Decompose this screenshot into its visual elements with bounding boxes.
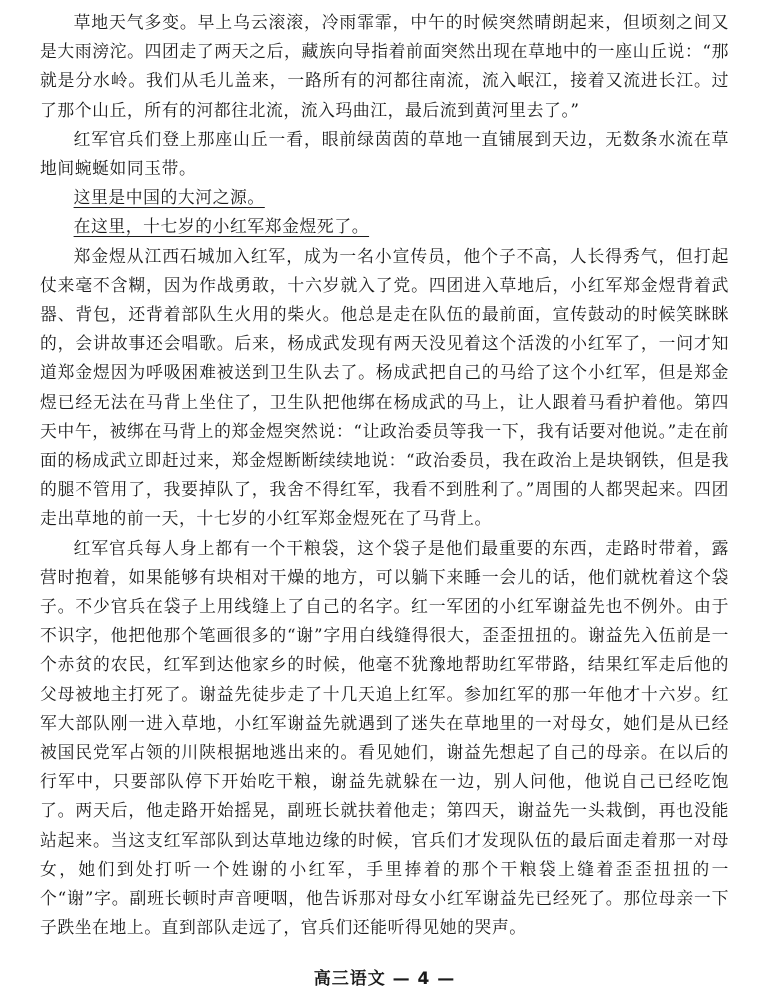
underlined-sentence-river-source: 这里是中国的大河之源。 [73, 187, 265, 208]
paragraph-xie-yixian-story: 红军官兵每人身上都有一个干粮袋，这个袋子是他们最重要的东西，走路时带着，露营时抱着，如果能够有块相对干燥的地方，可以躺下来睡一会儿的话，他们就枕着这个袋子。不少官兵在袋子上用线缝上了自己的名字。红一军团的小红军谢益先也不例外。由于不识字，他把他那个笔画很多的“谢”字用白线缝得很大，歪歪扭扭的。谢益先入伍前是一个赤贫的农民，红军到达他家乡的时候，他毫不犹豫地帮助红军带路，结果红军走后他的父母被地主打死了。谢益先徒步走了十几天追上红军。参加红军的那一年他才十六岁。红军大部队刚一进入草地，小红军谢益先就遇到了迷失在草地里的一对母女，她们是从已经被国民党军占领的川陕根据地逃出来的。看见她们，谢益先想起了自己的母亲。在以后的行军中，只要部队停下开始吃干粮，谢益先就躲在一边，别人问他，他说自己已经吃饱了。两天后，他走路开始摇晃，副班长就扶着他走；第四天，谢益先一头栽倒，再也没能站起来。当这支红军部队到达草地边缘的时候，官兵们才发现队伍的最后面走着那一对母女，她们到处打听一个姓谢的小红军，手里捧着的那个干粮袋上缝着歪歪扭扭的一个“谢”字。副班长顿时声音哽咽，他告诉那对母女小红军谢益先已经死了。那位母亲一下子跌坐在地上。直到部队走远了，官兵们还能听得见她的哭声。 [40, 537, 729, 938]
paragraph-grassland-weather: 草地天气多变。早上乌云滚滚，冷雨霏霏，中午的时候突然晴朗起来，但顷刻之间又是大雨滂沱。四团走了两天之后，藏族向导指着前面突然出现在草地中的一座山丘说：“那就是分水岭。我们从毛儿盖来，一路所有的河都往南流，流入岷江，接着又流进长江。过了那个山丘，所有的河都往北流，流入玛曲江，最后流到黄河里去了。” [40, 12, 729, 120]
underlined-sentence-zheng-death: 在这里，十七岁的小红军郑金煜死了。 [73, 216, 370, 237]
document-page [40, 8, 729, 943]
paragraph-river-source [40, 183, 729, 212]
page-footer: 高三语文 — 4 — [313, 969, 456, 989]
paragraph-zheng-death [40, 212, 729, 241]
paragraph-hilltop-view: 红军官兵们登上那座山丘一看，眼前绿茵茵的草地一直铺展到天边，无数条水流在草地间蜿蜒如同玉带。 [40, 128, 729, 179]
paragraph-zheng-jinyu-story: 郑金煜从江西石城加入红军，成为一名小宣传员，他个子不高，人长得秀气，但打起仗来毫不含糊，因为作战勇敢，十六岁就入了党。四团进入草地后，小红军郑金煜背着武器、背包，还背着部队生火用的柴火。他总是走在队伍的最前面，宣传鼓动的时候笑眯眯的，会讲故事还会唱歌。后来，杨成武发现有两天没见着这个活泼的小红军了，一问才知道郑金煜因为呼吸困难被送到卫生队去了。杨成武把自己的马给了这个小红军，但是郑金煜已经无法在马背上坐住了，卫生队把他绑在杨成武的马上，让人跟着马看护着他。第四天中午，被绑在马背上的郑金煜突然说：“让政治委员等我一下，我有话要对他说。”走在前面的杨成武立即赶过来，郑金煜断断续续地说：“政治委员，我在政治上是块钢铁，但是我的腿不管用了，我要掉队了，我舍不得红军，我看不到胜利了。”周围的人都哭起来。四团走出草地的前一天，十七岁的小红军郑金煜死在了马背上。 [40, 245, 729, 529]
